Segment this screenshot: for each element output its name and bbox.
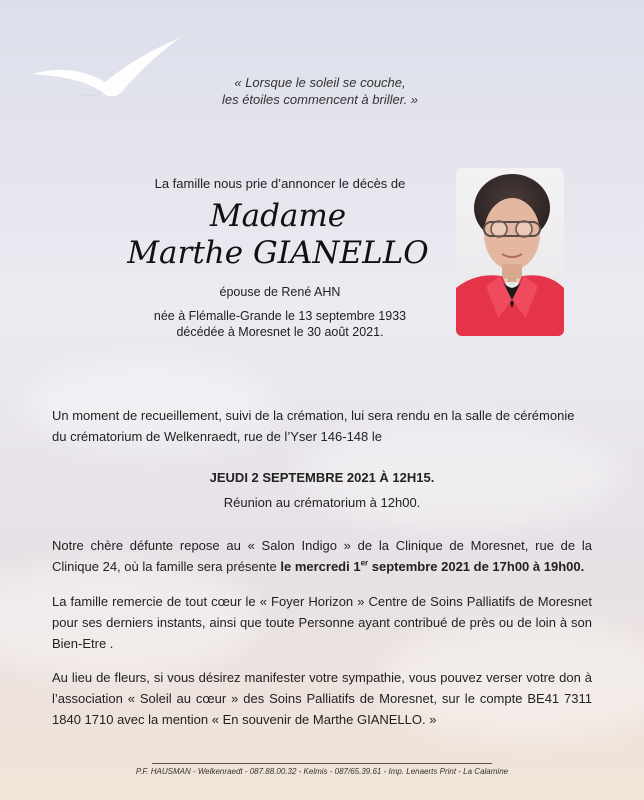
thanks-paragraph: La famille remercie de tout cœur le « Foyer Horizon » Centre de Soins Palliatifs de Moresnet pour ses derniers instants, ainsi que toute Personne ayant contribué de près ou de loin à son Bien-Etre . — [52, 594, 592, 651]
footer-divider — [152, 763, 492, 764]
meeting-info: Réunion au crématorium à 12h00. — [223, 495, 421, 510]
death-text: décédée à Moresnet le 30 août 2021. — [176, 325, 384, 339]
ceremony-paragraph: Un moment de recueillement, suivi de la crémation, lui sera rendu en la salle de cérémonie du crématorium de Welkenraedt, rue de l’Yser 146-148 le — [52, 408, 575, 444]
deceased-name — [100, 198, 456, 272]
quote-line: « Lorsque le soleil se couche, — [234, 75, 406, 90]
ceremony-date: JEUDI 2 SEPTEMBRE 2021 À 12H15. — [209, 470, 435, 485]
seagull-icon — [30, 36, 185, 106]
deceased-details — [110, 284, 450, 340]
name-title: Madame — [209, 198, 347, 234]
visitation-paragraph — [52, 535, 592, 577]
portrait-photo — [456, 168, 564, 336]
visitation-text: Notre chère défunte repose au « Salon Indigo » de la Clinique de Moresnet, rue de la Clinique 24, où la famille sera présente — [52, 538, 592, 574]
name-full: Marthe GIANELLO — [127, 235, 429, 271]
quote-line: les étoiles commencent à briller. » — [221, 92, 419, 107]
announcement-text: La famille nous prie d’annoncer le décès de — [154, 176, 406, 191]
portrait-illustration — [456, 168, 564, 336]
birth-text: née à Flémalle-Grande le 13 septembre 1933 — [153, 309, 407, 323]
epigraph-quote — [190, 74, 450, 108]
spouse-text: épouse de René AHN — [219, 285, 341, 299]
visitation-date: le mercredi 1er septembre 2021 de 17h00 à 19h00. — [280, 558, 585, 574]
footer-credits: P.F. HAUSMAN - Welkenraedt - 087.88.00.32 - Kelmis - 087/65.39.61 - Imp. Lenaerts Print - La Calamine — [135, 767, 509, 776]
donation-paragraph: Au lieu de fleurs, si vous désirez manifester votre sympathie, vous pouvez verser votre don à l’association « Soleil au cœur » des Soins Palliatifs de Moresnet, sur le compte BE41 7311 1840 1710 avec la mention « En souvenir de Marthe GIANELLO. » — [52, 670, 592, 727]
